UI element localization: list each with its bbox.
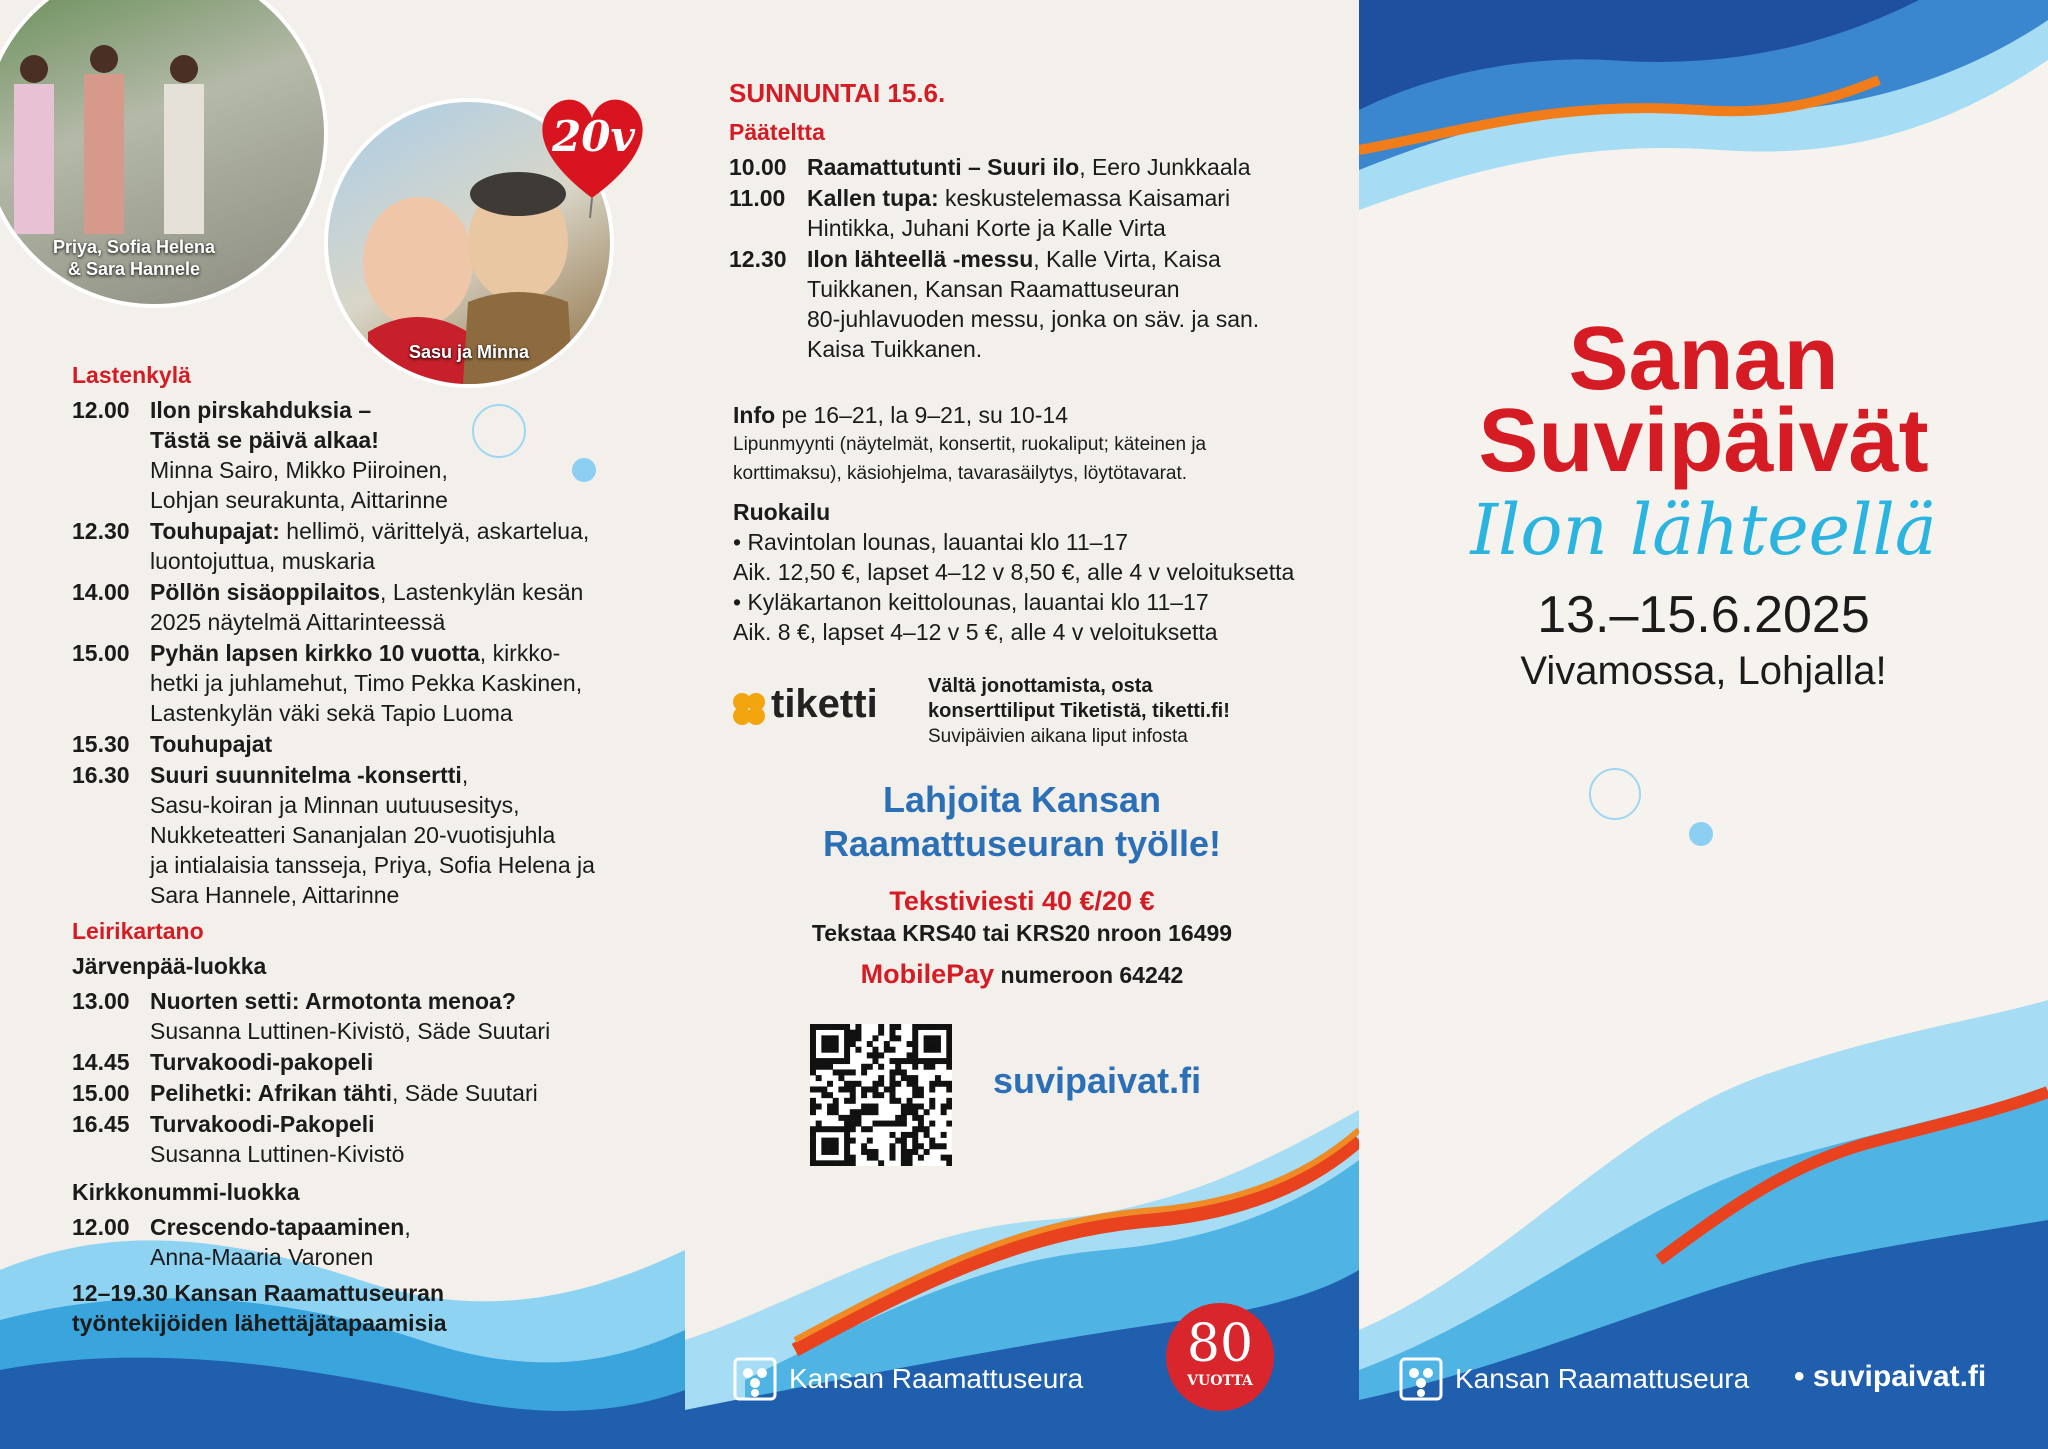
schedule-entry (72, 1109, 672, 1169)
entry-title: Suuri suunnitelma -konsertti (150, 762, 462, 788)
cover-footer-org (1399, 1357, 1749, 1401)
entry-first-line (150, 638, 582, 668)
ruokailu-section (733, 497, 1353, 647)
cover-website-link[interactable]: • suvipaivat.fi (1794, 1360, 1987, 1393)
donate-sms-detail: Tekstaa KRS40 tai KRS20 nroon 16499 (811, 920, 1233, 946)
entry-line: luontojuttua, muskaria (150, 548, 376, 574)
schedule-entry (72, 638, 672, 728)
tiketti-text (928, 674, 1348, 749)
schedule-entry (72, 729, 672, 759)
entry-line: Lohjan seurakunta, Aittarinne (150, 487, 448, 513)
entry-time: 15.00 (72, 1080, 130, 1106)
photo-caption-line1: Priya, Sofia Helena (52, 237, 216, 257)
entry-first-line (150, 516, 589, 546)
kirkkonummi-title: Kirkkonummi-luokka (72, 1179, 300, 1205)
grape-logo-icon (1399, 1357, 1443, 1401)
qr-code[interactable] (810, 1024, 952, 1166)
ruokailu-line: Aik. 12,50 €, lapset 4–12 v 8,50 €, alle 4 v veloituksetta (733, 559, 1295, 585)
donate-sms: Tekstiviesti 40 €/20 € (889, 886, 1155, 916)
website-link[interactable]: suvipaivat.fi (993, 1060, 1202, 1101)
lastenkyla-title: Lastenkylä (72, 362, 191, 388)
cover-title-block (1359, 309, 2048, 696)
schedule-entry (72, 395, 672, 515)
entry-line: 80-juhlavuoden messu, jonka on säv. ja san. (807, 306, 1260, 332)
entry-body (150, 1212, 411, 1272)
entry-line: hetki ja juhlamehut, Timo Pekka Kaskinen, (150, 670, 583, 696)
lahettaja-line1: 12–19.30 Kansan Raamattuseuran (72, 1280, 445, 1306)
info-section (733, 400, 1353, 488)
entry-line: Sara Hannele, Aittarinne (150, 882, 400, 908)
cover-title-line1: Sanan (1568, 309, 1839, 409)
badge-word: VUOTTA (1187, 1373, 1253, 1389)
entry-first-line (150, 1212, 411, 1242)
entry-body (150, 577, 583, 637)
schedule-entry (72, 1212, 672, 1272)
entry-title: Pyhän lapsen kirkko 10 vuotta (150, 640, 480, 666)
entry-title: Touhupajat: (150, 518, 280, 544)
donate-title2: Raamattuseuran työlle! (822, 823, 1222, 864)
entry-time: 11.00 (729, 185, 786, 211)
ruokailu-line: Aik. 8 €, lapset 4–12 v 5 €, alle 4 v veloituksetta (733, 619, 1218, 645)
entry-title: Pelihetki: Afrikan tähti (150, 1080, 392, 1106)
photo-caption: Sasu ja Minna (408, 342, 530, 362)
entry-line: Susanna Luttinen-Kivistö, Säde Suutari (150, 1018, 551, 1044)
bubble (1589, 768, 1641, 820)
entry-line: Anna-Maaria Varonen (150, 1244, 374, 1270)
entry-detail: hellimö, värittelyä, askartelua, (279, 518, 590, 544)
panel-program-left (0, 0, 685, 1449)
balloon-badge: 20v (552, 112, 635, 161)
entry-body (150, 1109, 404, 1169)
ruokailu-title: Ruokailu (733, 499, 831, 525)
entry-body (150, 516, 589, 576)
entry-line: Hintikka, Juhani Korte ja Kalle Virta (807, 215, 1166, 241)
anniversary-badge (1166, 1303, 1274, 1411)
entry-time: 13.00 (72, 988, 130, 1014)
entry-first-line (150, 395, 448, 425)
entry-detail: , Lastenkylän kesän (380, 579, 584, 605)
sunday-subtitle: Pääteltta (729, 119, 825, 145)
entry-time: 15.30 (72, 731, 130, 757)
entry-first-line (150, 729, 272, 759)
entry-time: 12.00 (72, 397, 130, 423)
schedule-entry (729, 244, 1349, 364)
entry-line: 2025 näytelmä Aittarinteessä (150, 609, 446, 635)
entry-line: Minna Sairo, Mikko Piiroinen, (150, 457, 448, 483)
entry-first-line (150, 577, 583, 607)
wave-decoration-top (1359, 0, 2048, 230)
entry-title: Crescendo-tapaaminen (150, 1214, 405, 1240)
schedule-entry (72, 516, 672, 576)
entry-line: Tästä se päivä alkaa! (150, 427, 379, 453)
sunday-title: SUNNUNTAI 15.6. (729, 78, 946, 108)
entry-body (807, 244, 1259, 364)
entry-line: Lastenkylän väki sekä Tapio Luoma (150, 700, 513, 726)
entry-detail: , (461, 762, 469, 788)
entry-body (807, 183, 1230, 243)
entry-title: Raamattutunti – Suuri ilo (807, 154, 1080, 180)
entry-detail: , kirkko- (479, 640, 561, 666)
entry-time: 12.30 (729, 246, 787, 272)
entry-detail: , (404, 1214, 411, 1240)
entry-line: Susanna Luttinen-Kivistö (150, 1141, 405, 1167)
schedule-entry (72, 760, 672, 910)
dancers-photo (0, 0, 328, 308)
entry-first-line (150, 1078, 538, 1108)
jarvenpaa-title: Järvenpää-luokka (72, 953, 267, 979)
info-line1: Lipunmyynti (näytelmät, konsertit, ruokaliput; käteinen ja (733, 434, 1207, 455)
entry-detail: , Eero Junkkaala (1079, 154, 1251, 180)
entry-time: 14.00 (72, 579, 130, 605)
donate-title1: Lahjoita Kansan (882, 779, 1162, 820)
lastenkyla-section (72, 362, 672, 911)
entry-first-line (150, 986, 550, 1016)
entry-title: Kallen tupa: (807, 185, 939, 211)
entry-title: Turvakoodi-pakopeli (150, 1049, 374, 1075)
entry-time: 12.00 (72, 1214, 130, 1240)
entry-line: Kaisa Tuikkanen. (807, 336, 983, 362)
entry-body (150, 638, 582, 728)
entry-detail: keskustelemassa Kaisamari (938, 185, 1231, 211)
panel-cover (1359, 0, 2048, 1449)
entry-body (150, 1047, 373, 1077)
sunday-section (729, 78, 1349, 365)
entry-body (150, 1078, 538, 1108)
info-line2: korttimaksu), käsiohjelma, tavarasäilytys, löytötavarat. (733, 463, 1188, 484)
entry-body (150, 395, 448, 515)
entry-body (807, 152, 1251, 182)
mobilepay-label: MobilePay (860, 959, 995, 989)
schedule-entry (72, 1078, 672, 1108)
cover-title-line2: Suvipäivät (1478, 391, 1929, 491)
entry-line: Tuikkanen, Kansan Raamattuseuran (807, 276, 1180, 302)
cover-script: Ilon lähteellä (1470, 489, 1937, 571)
tiketti-line2: konserttiliput Tiketistä, tiketti.fi! (928, 700, 1230, 722)
tiketti-wordmark: tiketti (771, 682, 878, 726)
tiketti-line3: Suvipäivien aikana liput infosta (928, 726, 1188, 747)
entry-body (150, 986, 550, 1046)
tiketti-line1: Vältä jonottamista, osta (928, 675, 1153, 697)
entry-first-line (150, 1047, 373, 1077)
photo-caption-line2: & Sara Hannele (67, 259, 201, 279)
tiketti-logo[interactable] (731, 682, 906, 730)
entry-line: ja intialaisia tansseja, Priya, Sofia Helena ja (150, 852, 595, 878)
entry-title: Ilon lähteellä -messu (807, 246, 1034, 272)
entry-title: Nuorten setti: Armotonta menoa? (150, 988, 516, 1014)
footer-org-name: Kansan Raamattuseura (789, 1363, 1084, 1394)
info-title: Info (733, 402, 776, 428)
schedule-entry (72, 986, 672, 1046)
schedule-entry (72, 1047, 672, 1077)
entry-title: Turvakoodi-Pakopeli (150, 1111, 375, 1137)
entry-first-line (807, 244, 1259, 274)
leirikartano-section (72, 918, 672, 1338)
entry-title: Touhupajat (150, 731, 273, 757)
cover-place: Vivamossa, Lohjalla! (1520, 649, 1887, 693)
entry-time: 16.45 (72, 1111, 130, 1137)
entry-detail: , Kalle Virta, Kaisa (1033, 246, 1221, 272)
ruokailu-line: • Ravintolan lounas, lauantai klo 11–17 (733, 529, 1129, 555)
entry-time: 16.30 (72, 762, 130, 788)
lahettaja-line2: työntekijöiden lähettäjätapaamisia (72, 1310, 447, 1336)
entry-body (150, 729, 272, 759)
cover-footer-org-name: Kansan Raamattuseura (1455, 1363, 1750, 1394)
footer-org (733, 1357, 1083, 1401)
entry-line: Nukketeatteri Sananjalan 20-vuotisjuhla (150, 822, 556, 848)
bubble (1689, 822, 1713, 846)
schedule-entry (72, 577, 672, 637)
entry-first-line (150, 760, 595, 790)
badge-number: 80 (1186, 1314, 1254, 1374)
info-hours: pe 16–21, la 9–21, su 10-14 (775, 402, 1069, 428)
entry-time: 12.30 (72, 518, 130, 544)
entry-detail: , Säde Suutari (391, 1080, 538, 1106)
cover-website-text: suvipaivat.fi (1812, 1360, 1987, 1393)
entry-title: Pöllön sisäoppilaitos (150, 579, 381, 605)
schedule-entry (729, 152, 1349, 182)
donate-section (685, 778, 1359, 997)
entry-first-line (807, 183, 1230, 213)
entry-time: 14.45 (72, 1049, 130, 1075)
entry-line: Sasu-koiran ja Minnan uutuusesitys, (150, 792, 520, 818)
entry-title: Ilon pirskahduksia – (150, 397, 372, 423)
entry-time: 15.00 (72, 640, 130, 666)
ruokailu-line: • Kyläkartanon keittolounas, lauantai klo 11–17 (733, 589, 1209, 615)
leirikartano-title: Leirikartano (72, 918, 204, 944)
tiketti-logo-icon (731, 691, 767, 727)
entry-first-line (150, 1109, 404, 1139)
entry-first-line (807, 152, 1251, 182)
grape-logo-icon (733, 1357, 777, 1401)
panel-program-right (685, 0, 1359, 1449)
entry-body (150, 760, 595, 910)
entry-time: 10.00 (729, 154, 787, 180)
schedule-entry (729, 183, 1349, 243)
mobilepay-number: numeroon 64242 (994, 962, 1184, 988)
cover-dates: 13.–15.6.2025 (1537, 586, 1870, 644)
